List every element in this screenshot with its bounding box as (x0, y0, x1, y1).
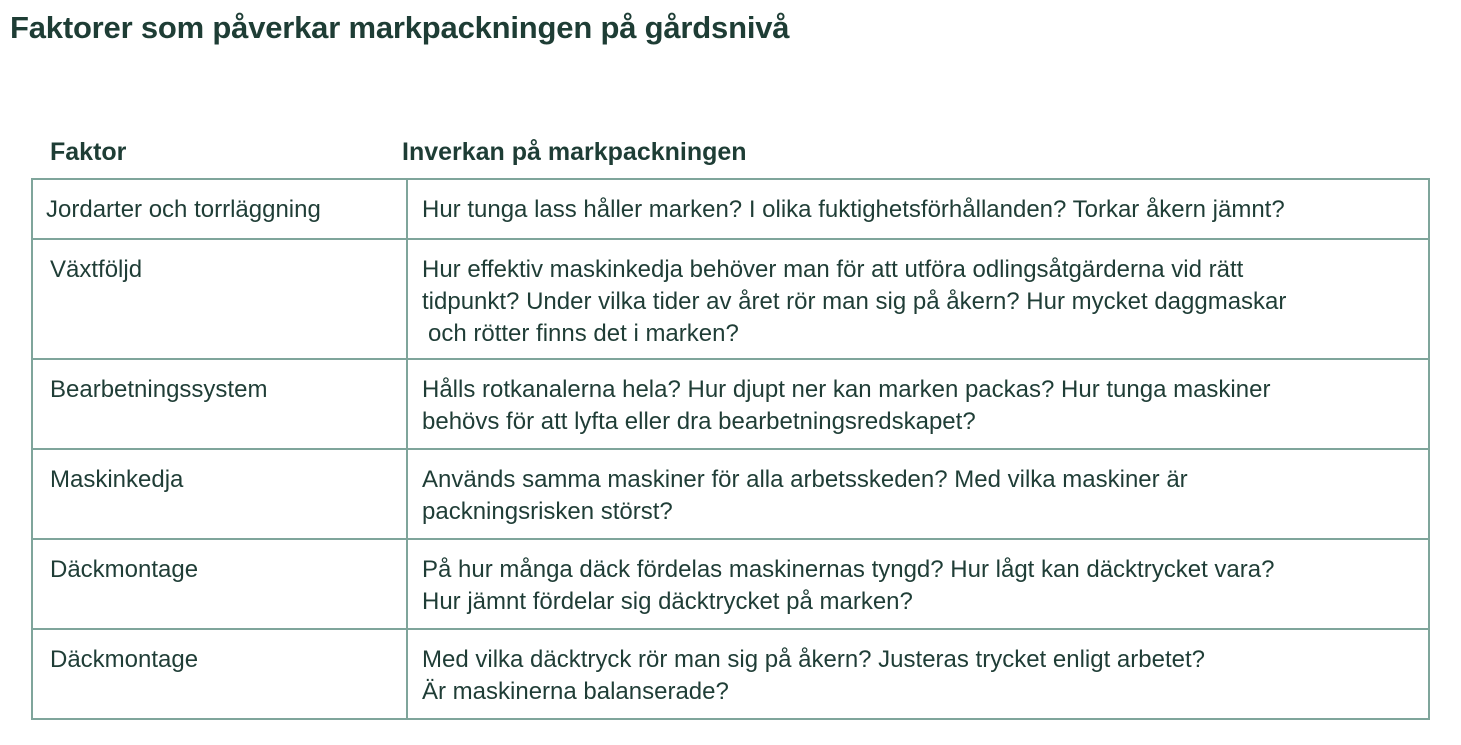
impact-line: Hur effektiv maskinkedja behöver man för att utföra odlingsåtgärderna vid rätt (422, 256, 1244, 283)
impact-line: Hur tunga lass håller marken? I olika fuktighetsförhållanden? Torkar åkern jämnt? (422, 196, 1285, 223)
impact-line: Med vilka däcktryck rör man sig på åkern? Justeras trycket enligt arbetet? (422, 646, 1205, 673)
impact-cell (407, 239, 1429, 359)
table-row (32, 179, 1429, 239)
page-title: Faktorer som påverkar markpackningen på gårdsnivå (10, 10, 790, 45)
impact-line: behövs för att lyfta eller dra bearbetningsredskapet? (422, 408, 976, 435)
impact-line: och rötter finns det i marken? (428, 320, 739, 347)
impact-cell (407, 179, 1429, 239)
impact-cell (407, 539, 1429, 629)
table-row (32, 629, 1429, 719)
factor-cell: Jordarter och torrläggning (32, 179, 407, 239)
column-header-factor: Faktor (50, 138, 127, 166)
impact-line: packningsrisken störst? (422, 498, 673, 525)
impact-cell (407, 629, 1429, 719)
column-header-impact: Inverkan på markpackningen (402, 138, 747, 166)
factor-cell: Däckmontage (32, 629, 407, 719)
factor-cell: Bearbetningssystem (32, 359, 407, 449)
impact-line: På hur många däck fördelas maskinernas tyngd? Hur lågt kan däcktrycket vara? (422, 556, 1275, 583)
factor-cell: Däckmontage (32, 539, 407, 629)
impact-cell (407, 449, 1429, 539)
table-row (32, 359, 1429, 449)
table-row (32, 239, 1429, 359)
factor-cell: Växtföljd (32, 239, 407, 359)
impact-line: Är maskinerna balanserade? (422, 678, 729, 705)
table-row (32, 539, 1429, 629)
factors-table (31, 178, 1430, 720)
impact-line: Hur jämnt fördelar sig däcktrycket på marken? (422, 588, 913, 615)
impact-line: Hålls rotkanalerna hela? Hur djupt ner kan marken packas? Hur tunga maskiner (422, 376, 1271, 403)
impact-line: tidpunkt? Under vilka tider av året rör man sig på åkern? Hur mycket daggmaskar (422, 288, 1287, 315)
impact-line: Används samma maskiner för alla arbetsskeden? Med vilka maskiner är (422, 466, 1188, 493)
table-row (32, 449, 1429, 539)
impact-cell (407, 359, 1429, 449)
factor-cell: Maskinkedja (32, 449, 407, 539)
